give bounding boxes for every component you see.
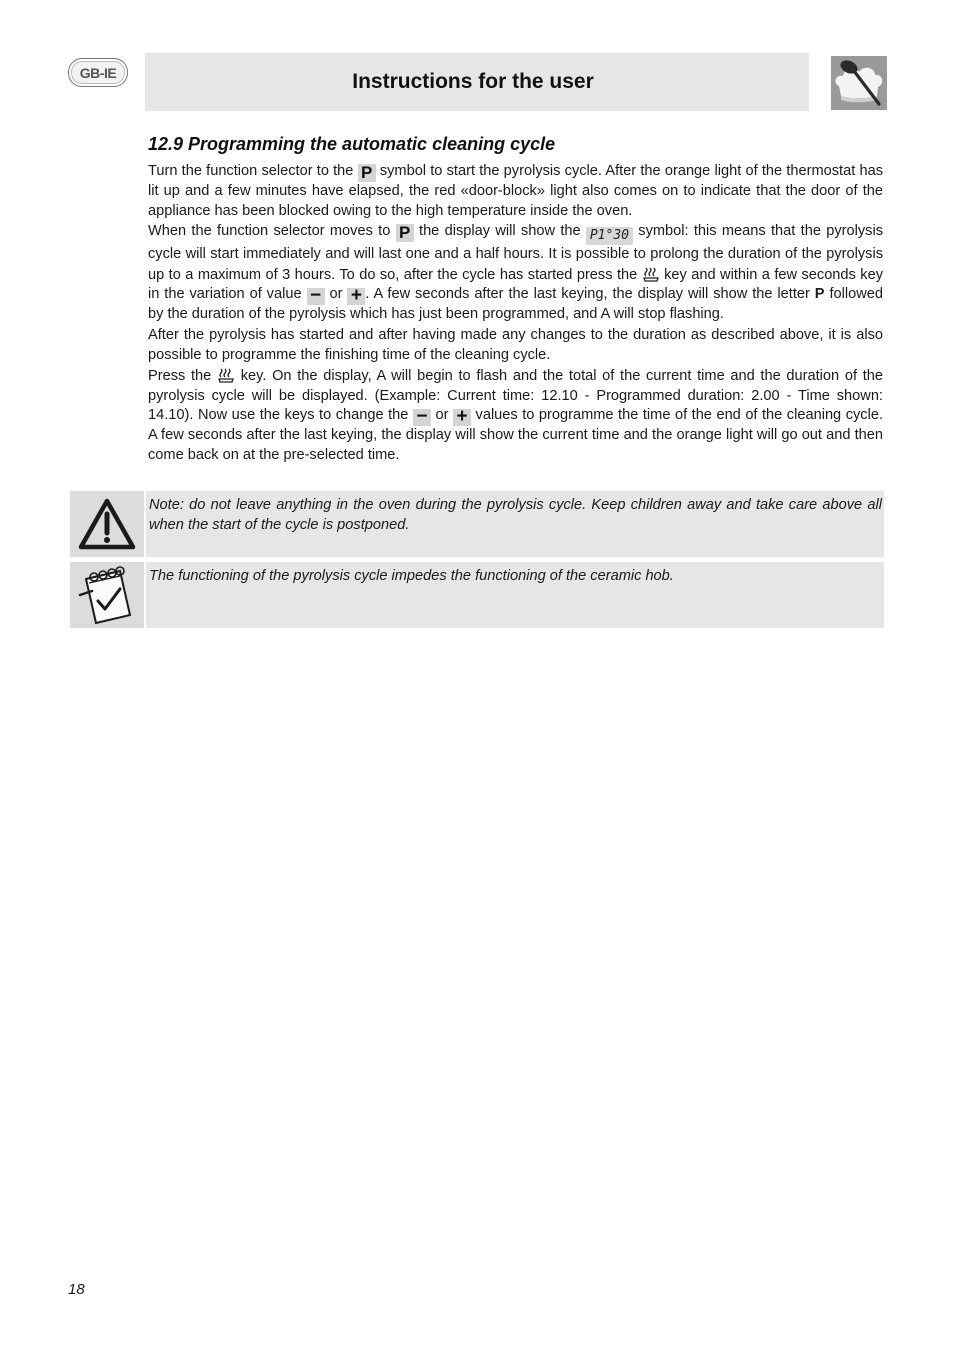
- paragraph-3: After the pyrolysis has started and after having made any changes to the duration as described above, it is also possible to programme the finishing time of the cleaning cycle.: [148, 326, 883, 363]
- notepad-check-icon: [76, 565, 138, 625]
- page-title: Instructions for the user: [352, 70, 594, 93]
- notepad-icon-box: [70, 562, 144, 628]
- paragraph-2: When the function selector moves to P the display will show the P1°30 symbol: this means that the pyrolysis cycle will start immediately and will last one and a half hours. It is possible to prolong the duration of the pyrolysis up to a maximum of 3 hours. To do so, after the cycle has started press the key and within a few seconds key in the variation of value − or + . A few seconds after the last keying, the display will show the letter P followed by the duration of the pyrolysis which has just been programmed, and A will stop flashing.: [148, 223, 884, 323]
- warning-note: Note: do not leave anything in the oven during the pyrolysis cycle. Keep children away and take care above all when the start of the cycle is postponed.: [146, 491, 884, 557]
- plus-key: +: [347, 288, 365, 305]
- warning-icon-box: [70, 491, 144, 557]
- p-symbol-key: P: [396, 224, 414, 242]
- steam-cleaning-key-icon: [217, 366, 235, 384]
- info-note: The functioning of the pyrolysis cycle impedes the functioning of the ceramic hob.: [146, 562, 884, 628]
- chef-hat-spoon-icon: [831, 56, 887, 110]
- header-bar: [145, 53, 809, 111]
- body-text: [148, 162, 883, 467]
- steam-cleaning-key-icon: [642, 265, 660, 283]
- p-symbol-key: P: [358, 164, 376, 182]
- paragraph-1: Turn the function selector to the P symbol to start the pyrolysis cycle. After the orange light of the thermostat has lit up and a few minutes have elapsed, the red «door-block» light also comes on to indicate that the door of the appliance has been blocked owing to the high temperature inside the oven.: [148, 163, 883, 219]
- section-title: 12.9 Programming the automatic cleaning cycle: [148, 134, 556, 154]
- plus-key: +: [453, 409, 471, 426]
- minus-key: −: [413, 409, 431, 426]
- minus-key: −: [307, 288, 325, 305]
- display-symbol: P1°30: [586, 227, 633, 245]
- language-badge: GB-IE: [68, 58, 128, 87]
- paragraph-4: Press the key. On the display, A will begin to flash and the total of the current time and the duration of the pyrolysis cycle will be displayed. (Example: Current time: 12.10 - Programmed duration: 2.00 - Time shown: 14.10). Now use the keys to change the − or + values to programme the time of the end of the cleaning cycle. A few seconds after the last keying, the display will show the current time and the orange light will go out and then come back on at the pre-selected time.: [148, 368, 883, 463]
- page-number: 18: [68, 1281, 85, 1298]
- warning-triangle-icon: [77, 497, 137, 551]
